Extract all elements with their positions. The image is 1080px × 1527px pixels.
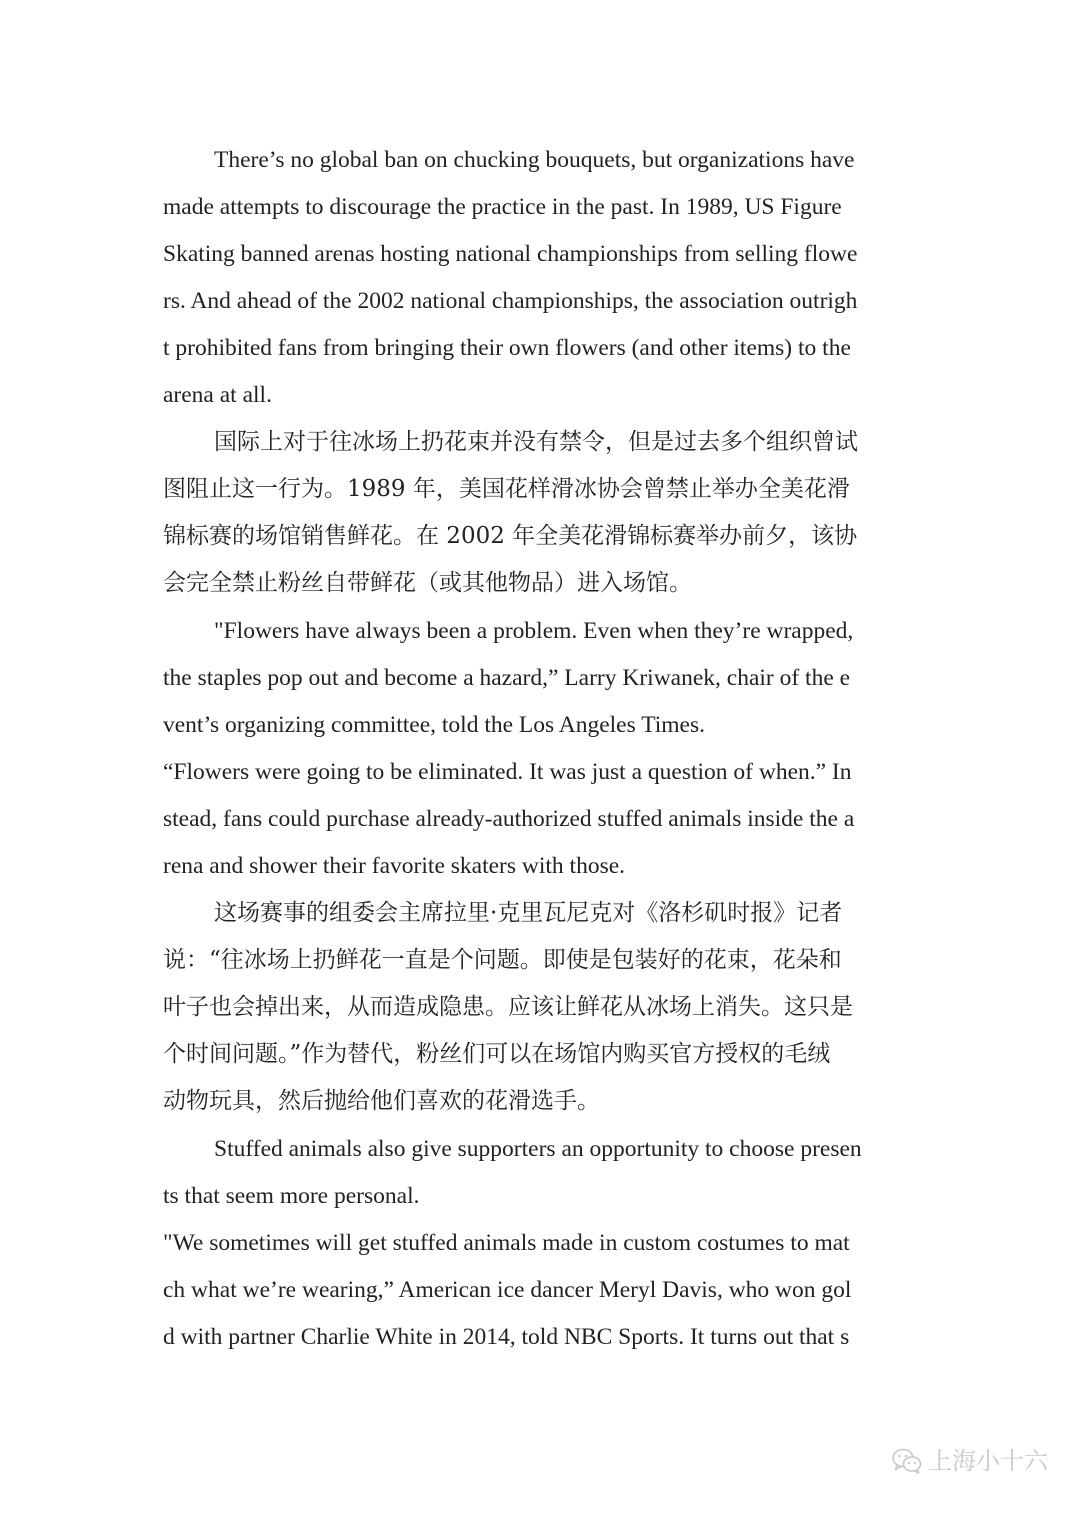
- text-line: rs. And ahead of the 2002 national championships, the association outrigh: [163, 288, 858, 314]
- text-line: t prohibited fans from bringing their own flowers (and other items) to the: [163, 335, 851, 361]
- watermark-text: 上海小十六: [928, 1447, 1048, 1475]
- text-line: arena at all.: [163, 382, 272, 408]
- text-line: stead, fans could purchase already-authorized stuffed animals inside the a: [163, 806, 855, 832]
- text-line: rena and shower their favorite skaters with those.: [163, 853, 626, 879]
- text-line: 叶子也会掉出来，从而造成隐患。应该让鲜花从冰场上消失。这只是: [163, 994, 853, 1020]
- text-line: 动物玩具，然后抛给他们喜欢的花滑选手。: [163, 1088, 600, 1114]
- text-line: “Flowers were going to be eliminated. It was just a question of when.” In: [163, 759, 852, 785]
- text-line: the staples pop out and become a hazard,” Larry Kriwanek, chair of the e: [163, 665, 851, 691]
- text-line: 锦标赛的场馆销售鲜花。在 2002 年全美花滑锦标赛举办前夕，该协: [163, 523, 858, 549]
- text-line: "Flowers have always been a problem. Even when they’re wrapped,: [214, 618, 854, 644]
- text-line: 说：“往冰场上扔鲜花一直是个问题。即使是包装好的花束，花朵和: [163, 947, 842, 973]
- text-line: 图阻止这一行为。1989 年，美国花样滑冰协会曾禁止举办全美花滑: [163, 476, 850, 502]
- text-line: 会完全禁止粉丝自带鲜花（或其他物品）进入场馆。: [163, 570, 692, 596]
- text-line: 国际上对于往冰场上扔花束并没有禁令，但是过去多个组织曾试: [214, 429, 858, 455]
- text-line: Skating banned arenas hosting national championships from selling flowe: [163, 241, 858, 267]
- text-line: ts that seem more personal.: [163, 1183, 420, 1209]
- wechat-icon: [892, 1448, 922, 1474]
- watermark: [892, 1447, 1048, 1475]
- text-line: 个时间问题。”作为替代，粉丝们可以在场馆内购买官方授权的毛绒: [163, 1041, 831, 1067]
- text-line: made attempts to discourage the practice in the past. In 1989, US Figure: [163, 194, 842, 220]
- text-line: 这场赛事的组委会主席拉里·克里瓦尼克对《洛杉矶时报》记者: [214, 900, 843, 926]
- text-line: d with partner Charlie White in 2014, told NBC Sports. It turns out that s: [163, 1324, 850, 1350]
- text-line: vent’s organizing committee, told the Los Angeles Times.: [163, 712, 705, 738]
- text-line: There’s no global ban on chucking bouquets, but organizations have: [214, 147, 855, 173]
- text-line: ch what we’re wearing,” American ice dancer Meryl Davis, who won gol: [163, 1277, 852, 1303]
- text-line: "We sometimes will get stuffed animals made in custom costumes to mat: [163, 1230, 850, 1256]
- text-line: Stuffed animals also give supporters an opportunity to choose presen: [214, 1136, 862, 1162]
